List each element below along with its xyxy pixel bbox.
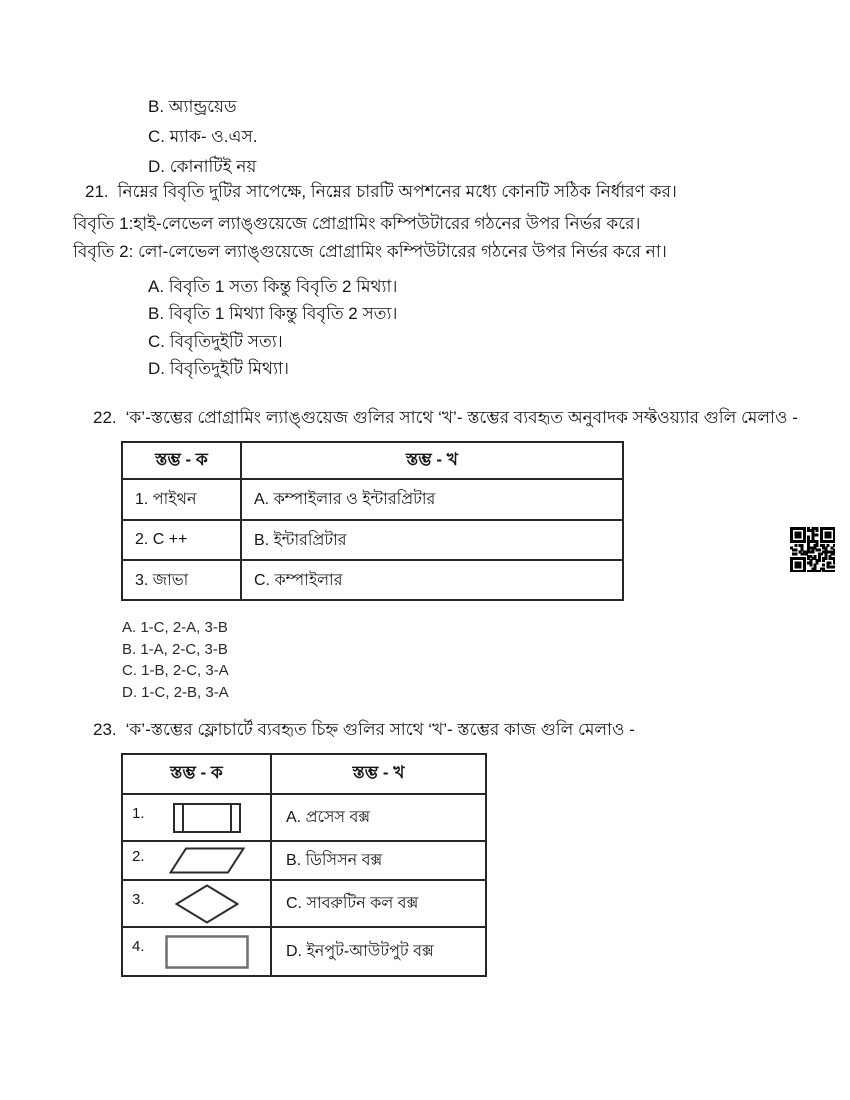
q22-option-b: B. 1-A, 2-C, 3-B xyxy=(122,640,228,658)
q22-options-list xyxy=(122,617,229,704)
table-row xyxy=(122,880,486,927)
question-22-number: 22. xyxy=(93,408,117,427)
question-23-number: 23. xyxy=(93,720,117,739)
q23-cell-4b: D. ইনপুট-আউটপুট বক্স xyxy=(271,927,486,976)
table-row xyxy=(122,560,623,600)
diamond-icon xyxy=(158,884,270,924)
q23-cell-3b: C. সাবরুটিন কল বক্স xyxy=(271,880,486,927)
table-row xyxy=(122,794,486,841)
q22-cell-2b: B. ইন্টারপ্রিটার xyxy=(241,520,623,560)
q21-option-d: D. বিবৃতিদুইটি মিথ্যা। xyxy=(148,359,290,378)
q23-header-col-b: স্তম্ভ - খ xyxy=(271,754,486,794)
predefined-process-icon xyxy=(158,803,270,833)
q23-row3-number: 3. xyxy=(132,891,145,908)
q22-header-col-a: স্তম্ভ - ক xyxy=(122,442,241,479)
q22-cell-2a: 2. C ++ xyxy=(122,520,241,560)
q23-cell-2a xyxy=(122,841,271,880)
q21-statement-1: বিবৃতি 1:হাই-লেভেল ল্যাঙ্গুয়েজে প্রোগ্রামিং কম্পিউটারের গঠনের উপর নির্ভর করে। xyxy=(73,214,641,233)
table-header-row xyxy=(122,754,486,794)
q23-cell-2b: B. ডিসিসন বক্স xyxy=(271,841,486,880)
question-23 xyxy=(93,719,635,741)
q22-cell-3a: 3. জাভা xyxy=(122,560,241,600)
q23-row4-number: 4. xyxy=(132,938,145,955)
q21-statement-2: বিবৃতি 2: লো-লেভেল ল্যাঙ্গুয়েজে প্রোগ্রামিং কম্পিউটারের গঠনের উপর নির্ভর করে না। xyxy=(73,242,667,261)
parallelogram-icon xyxy=(158,847,270,874)
table-row xyxy=(122,520,623,560)
table-row xyxy=(122,841,486,880)
q22-cell-3b: C. কম্পাইলার xyxy=(241,560,623,600)
q23-cell-4a xyxy=(122,927,271,976)
q20-option-d: D. কোনাটিই নয় xyxy=(148,157,257,176)
q22-option-d: D. 1-C, 2-B, 3-A xyxy=(122,684,229,702)
q22-option-c: C. 1-B, 2-C, 3-A xyxy=(122,662,229,680)
q23-cell-1b: A. প্রসেস বক্স xyxy=(271,794,486,841)
q22-cell-1b: A. কম্পাইলার ও ইন্টারপ্রিটার xyxy=(241,479,623,520)
table-row xyxy=(122,927,486,976)
rectangle-icon xyxy=(158,935,270,969)
q23-row2-number: 2. xyxy=(132,848,145,865)
question-21 xyxy=(85,181,677,203)
q21-option-c: C. বিবৃতিদুইটি সত্য। xyxy=(148,332,283,351)
table-header-row xyxy=(122,442,623,479)
question-22-text: ‘ক’-স্তম্ভের প্রোগ্রামিং ল্যাঙ্গুয়েজ গুলির সাথে ‘খ’- স্তম্ভের ব্যবহৃত অনুবাদক সফ্টওয়্যার গুলি মেলাও - xyxy=(125,408,798,427)
q23-cell-1a xyxy=(122,794,271,841)
q22-option-a: A. 1-C, 2-A, 3-B xyxy=(122,619,228,636)
q22-cell-1a: 1. পাইথন xyxy=(122,479,241,520)
q21-option-a: A. বিবৃতি 1 সত্য কিন্তু বিবৃতি 2 মিথ্যা। xyxy=(148,277,398,296)
table-row xyxy=(122,479,623,520)
q21-option-b: B. বিবৃতি 1 মিথ্যা কিন্তু বিবৃতি 2 সত্য। xyxy=(148,304,398,323)
qr-code xyxy=(790,527,835,572)
question-21-text: নিম্নের বিবৃতি দুটির সাপেক্ষে, নিম্নের চারটি অপশনের মধ্যে কোনটি সঠিক নির্ধারণ কর। xyxy=(117,182,677,201)
q20-option-b: B. অ্যান্ড্রয়েড xyxy=(148,97,237,116)
q23-cell-3a xyxy=(122,880,271,927)
q23-row1-number: 1. xyxy=(132,805,145,822)
question-21-number: 21. xyxy=(85,182,109,201)
q22-matching-table xyxy=(121,441,624,601)
q22-header-col-b: স্তম্ভ - খ xyxy=(241,442,623,479)
question-23-text: ‘ক’-স্তম্ভের ফ্লোচার্টে ব্যবহৃত চিহ্ন গুলির সাথে ‘খ’- স্তম্ভের কাজ গুলি মেলাও - xyxy=(125,720,635,739)
question-22 xyxy=(93,407,798,429)
q23-matching-table xyxy=(121,753,487,977)
q20-option-c: C. ম্যাক- ও.এস. xyxy=(148,127,258,146)
q23-header-col-a: স্তম্ভ - ক xyxy=(122,754,271,794)
